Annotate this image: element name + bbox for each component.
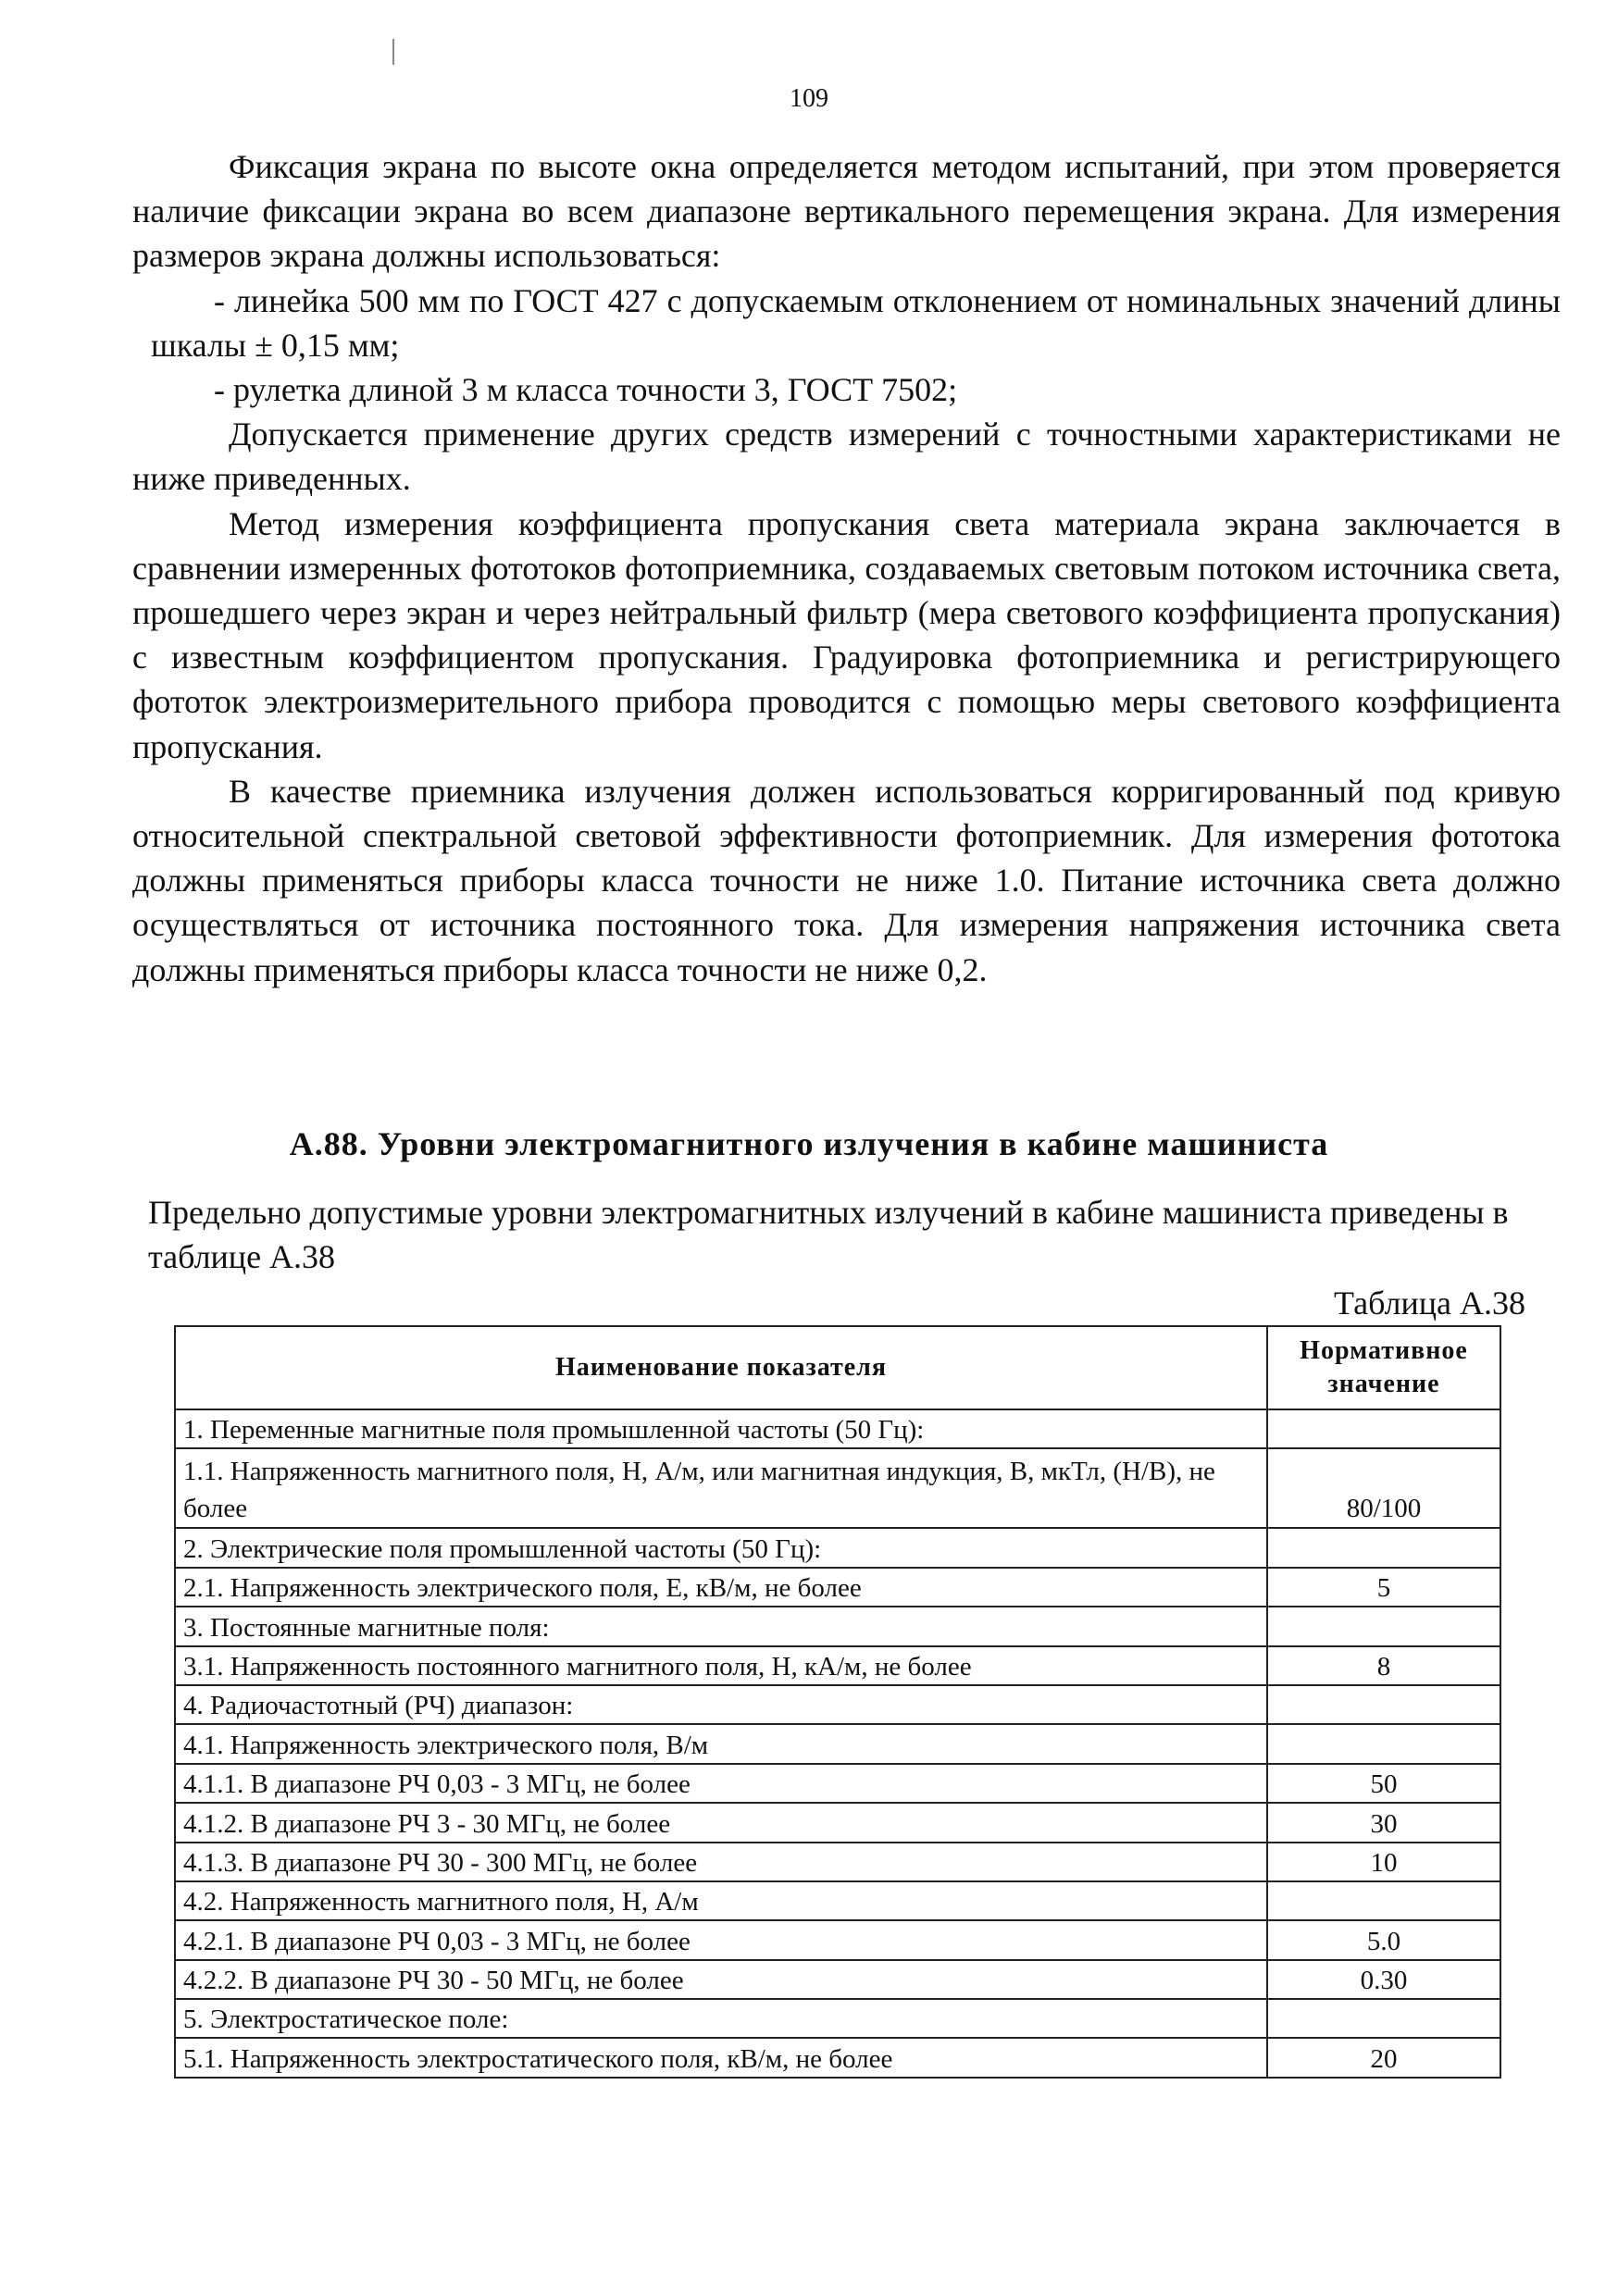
row-value: 10: [1267, 1843, 1500, 1881]
table-row: [175, 1803, 1500, 1842]
paragraph-other-tools: Допускается применение других средств измерений с точностными характеристиками не ниже приведенных.: [132, 416, 1561, 498]
table-row: [175, 1843, 1500, 1881]
row-value: 50: [1267, 1764, 1500, 1803]
table-row: [175, 2038, 1500, 2077]
row-name: 5.1. Напряженность электростатического поля, кВ/м, не более: [175, 2038, 1267, 2077]
row-value: [1267, 1881, 1500, 1920]
paragraph-receiver: В качестве приемника излучения должен использоваться корригированный под кривую относительной спектральной световой эффективности фотоприемник. Для измерения фототока должны применяться приборы класса точности не ниже 1.0. Питание источника света должно осуществляться от источника постоянного тока. Для измерения напряжения источника света должны применяться приборы класса точности не ниже 0,2.: [132, 772, 1561, 988]
row-name: 4. Радиочастотный (РЧ) диапазон:: [175, 1685, 1267, 1724]
section-title: А.88. Уровни электромагнитного излучения в кабине машиниста: [289, 1125, 1329, 1162]
row-name: 4.2.1. В диапазоне РЧ 0,03 - 3 МГц, не более: [175, 1920, 1267, 1959]
row-name: 4.1.3. В диапазоне РЧ 30 - 300 МГц, не более: [175, 1843, 1267, 1881]
table-caption: Таблица А.38: [1334, 1285, 1525, 1322]
row-name: 4.1. Напряженность электрического поля, В/м: [175, 1724, 1267, 1763]
row-name: 2.1. Напряженность электрического поля, Е, кВ/м, не более: [175, 1568, 1267, 1607]
table-row: [175, 1960, 1500, 1999]
row-value: 5.0: [1267, 1920, 1500, 1959]
header-name: Наименование показателя: [175, 1326, 1267, 1409]
row-name: 1.1. Напряженность магнитного поля, Н, А/м, или магнитная индукция, В, мкТл, (Н/В), не более: [175, 1448, 1267, 1528]
row-name: 5. Электростатическое поле:: [175, 1999, 1267, 2038]
row-value: 0.30: [1267, 1960, 1500, 1999]
row-name: 4.2. Напряженность магнитного поля, Н, А/м: [175, 1881, 1267, 1920]
table-row: [175, 1881, 1500, 1920]
list-item-ruler: - линейка 500 мм по ГОСТ 427 с допускаемым отклонением от номинальных значений длины шкалы ± 0,15 мм;: [151, 281, 1561, 364]
table-row: [175, 1607, 1500, 1645]
intro-text: Предельно допустимые уровни электромагнитных излучений в кабине машиниста приведены в таблице А.38: [148, 1194, 1509, 1275]
table-row: [175, 1685, 1500, 1724]
row-name: 3. Постоянные магнитные поля:: [175, 1607, 1267, 1645]
table-header-row: [175, 1326, 1500, 1409]
body-text: [132, 144, 1561, 992]
row-value: 20: [1267, 2038, 1500, 2077]
table-row: [175, 1448, 1500, 1528]
row-value: 8: [1267, 1646, 1500, 1685]
paragraph-screen-fixation: Фиксация экрана по высоте окна определяется методом испытаний, при этом проверяется наличие фиксации экрана во всем диапазоне вертикального перемещения экрана. Для измерения размеров экрана должны использоваться:: [132, 148, 1561, 275]
row-name: 3.1. Напряженность постоянного магнитного поля, Н, кА/м, не более: [175, 1646, 1267, 1685]
page-number: 109: [790, 84, 828, 113]
table-row: [175, 1920, 1500, 1959]
table-body: [175, 1409, 1500, 2078]
row-value: [1267, 1724, 1500, 1763]
row-value: [1267, 1607, 1500, 1645]
table-intro: [148, 1190, 1555, 1279]
row-name: 4.1.2. В диапазоне РЧ 3 - 30 МГц, не более: [175, 1803, 1267, 1842]
row-name: 1. Переменные магнитные поля промышленной частоты (50 Гц):: [175, 1409, 1267, 1448]
row-value: 80/100: [1267, 1448, 1500, 1528]
row-value: [1267, 1685, 1500, 1724]
row-value: 5: [1267, 1568, 1500, 1607]
table-row: [175, 1724, 1500, 1763]
scan-artifact: [392, 39, 394, 65]
table-row: [175, 1528, 1500, 1567]
row-name: 4.1.1. В диапазоне РЧ 0,03 - 3 МГц, не более: [175, 1764, 1267, 1803]
paragraph-transmission-method: Метод измерения коэффициента пропускания света материала экрана заключается в сравнении измеренных фототоков фотоприемника, создаваемых световым потоком источника света, прошедшего через экран и через нейтральный фильтр (мера светового коэффициента пропускания) с известным коэффициентом пропускания. Градуировка фотоприемника и регистрирующего фототок электроизмерительного прибора проводится с помощью меры светового коэффициента пропускания.: [132, 504, 1561, 765]
table-row: [175, 1568, 1500, 1607]
row-name: 4.2.2. В диапазоне РЧ 30 - 50 МГц, не более: [175, 1960, 1267, 1999]
row-value: [1267, 1999, 1500, 2038]
norms-table: [174, 1325, 1501, 2079]
header-value: Нормативное значение: [1267, 1326, 1500, 1409]
row-value: 30: [1267, 1803, 1500, 1842]
table-row: [175, 1999, 1500, 2038]
row-value: [1267, 1409, 1500, 1448]
row-name: 2. Электрические поля промышленной частоты (50 Гц):: [175, 1528, 1267, 1567]
list-item-tape: - рулетка длиной 3 м класса точности 3, ГОСТ 7502;: [214, 371, 958, 409]
row-value: [1267, 1528, 1500, 1567]
table-row: [175, 1764, 1500, 1803]
table-row: [175, 1409, 1500, 1448]
table-row: [175, 1646, 1500, 1685]
